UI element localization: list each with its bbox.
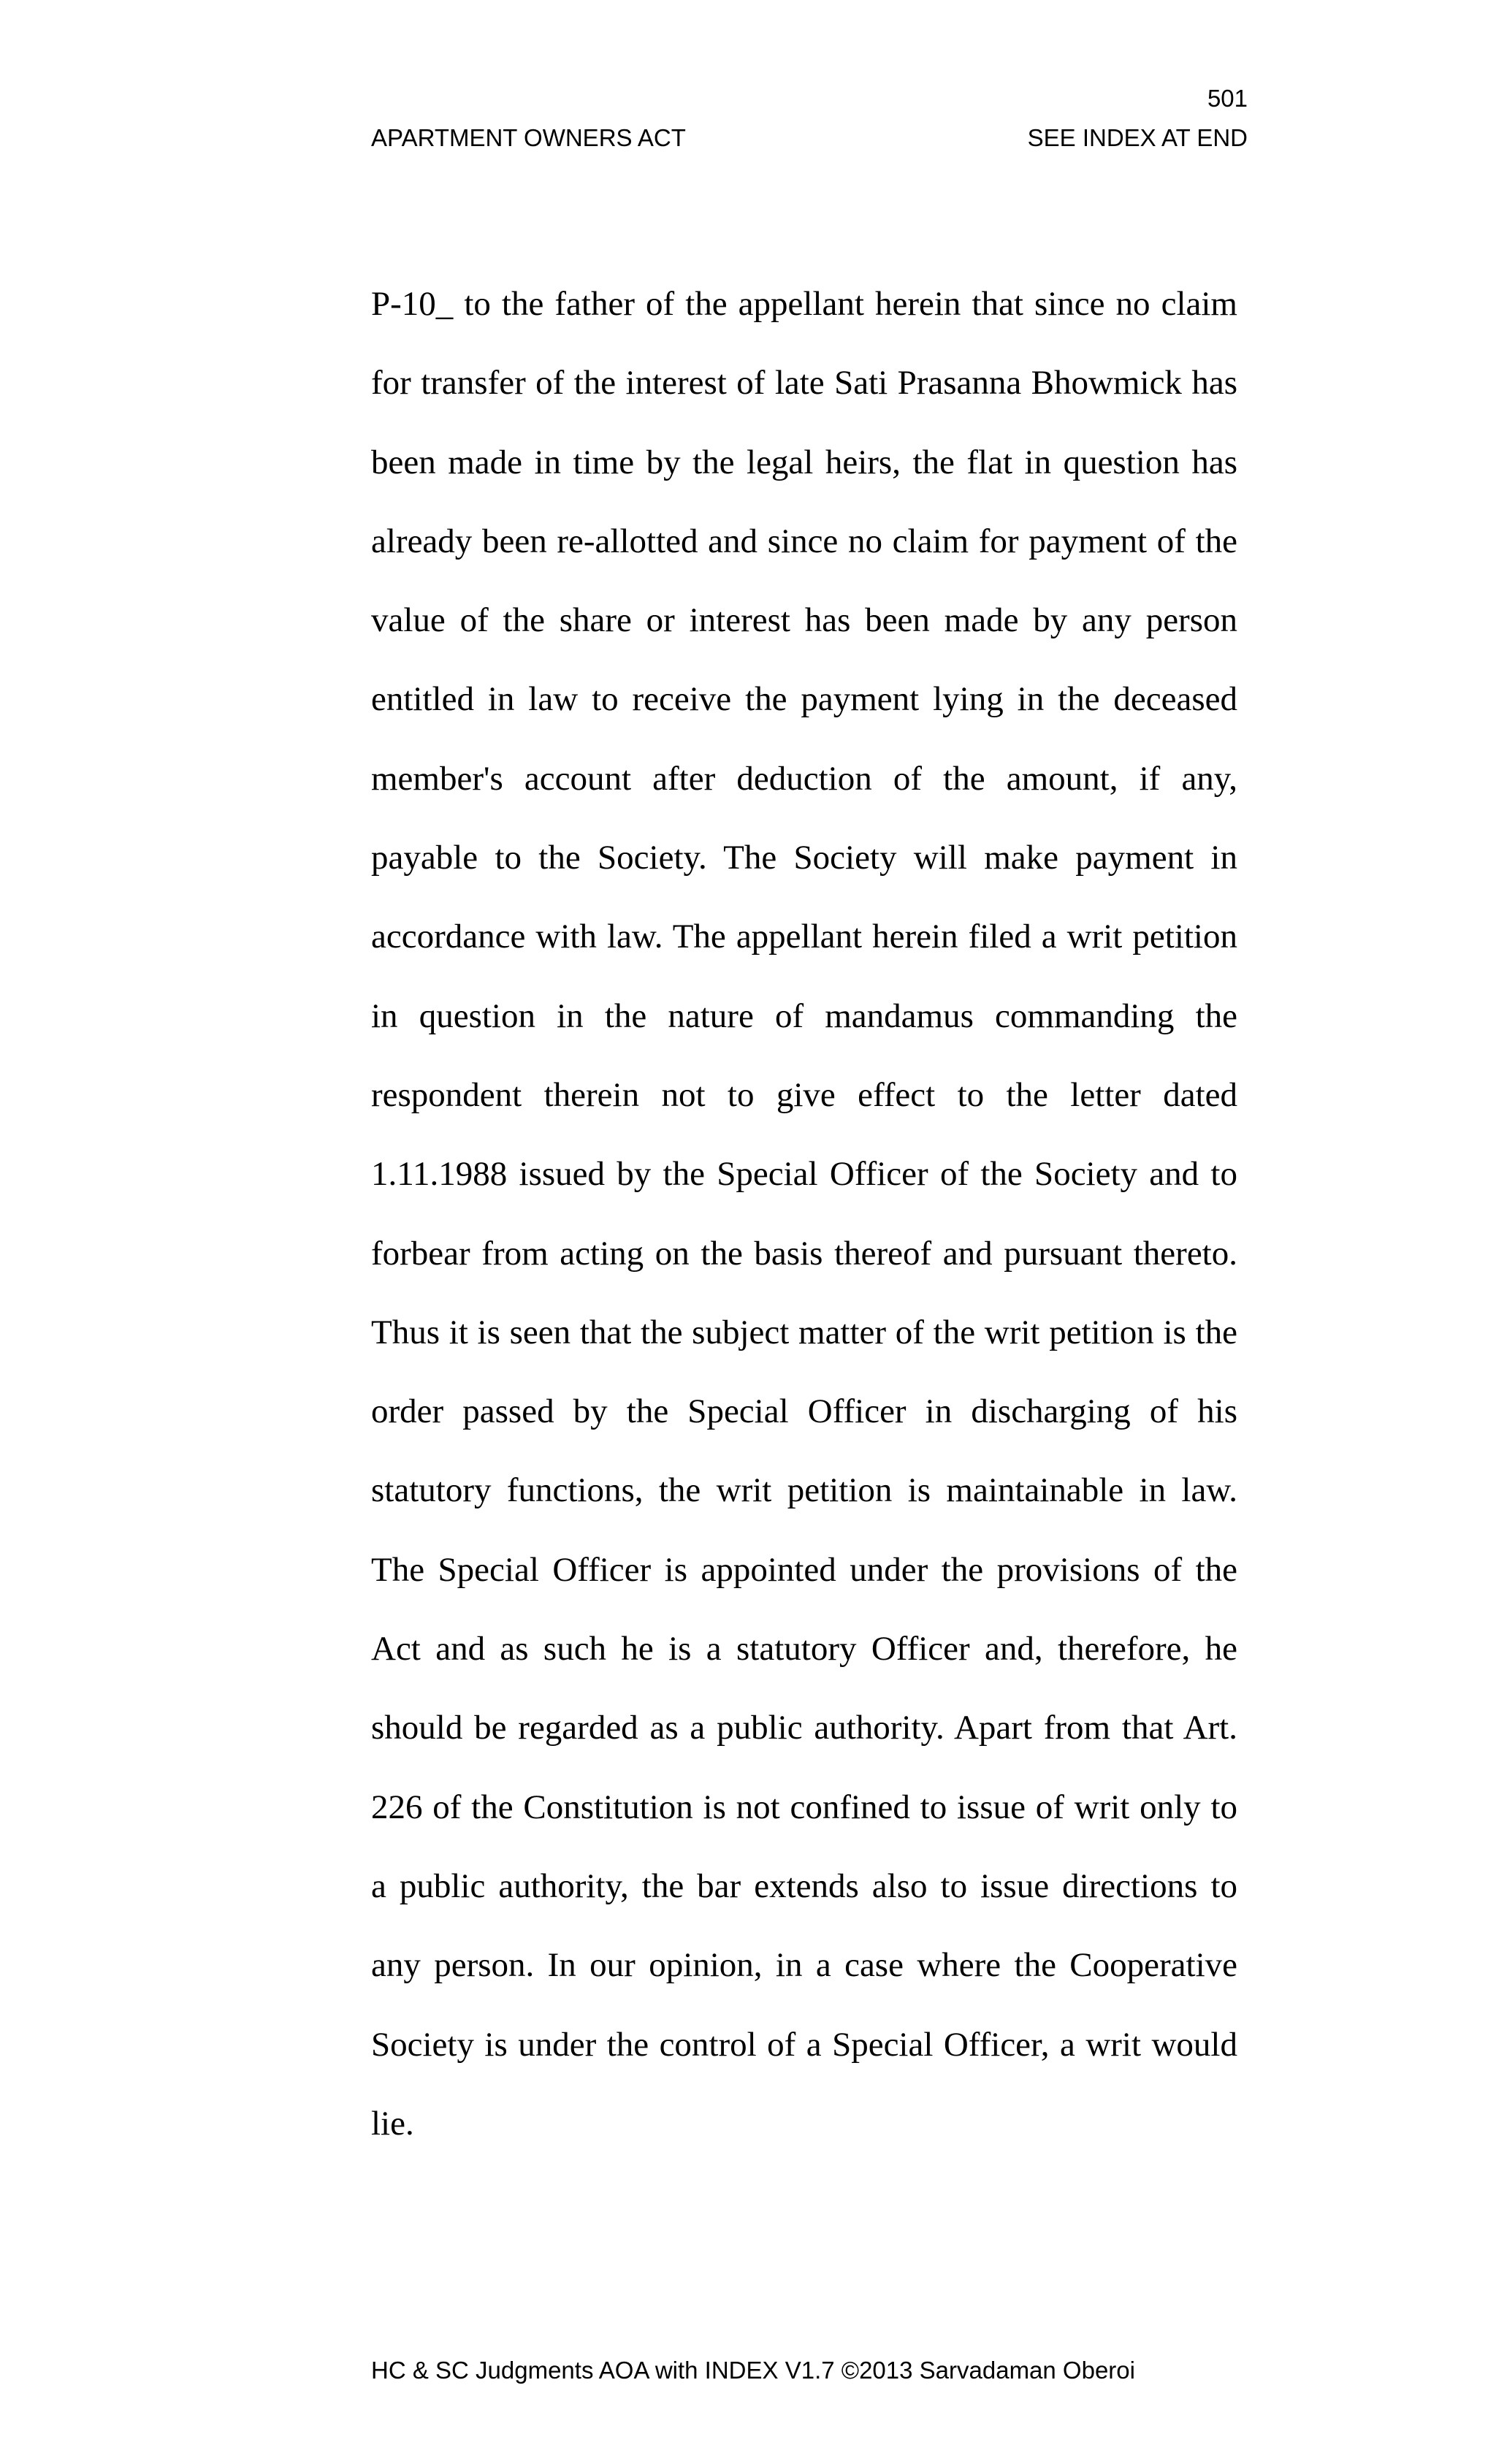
page-footer: HC & SC Judgments AOA with INDEX V1.7 ©2013 Sarvadaman Oberoi	[371, 2357, 1135, 2384]
running-header-index-note: SEE INDEX AT END	[1027, 124, 1248, 151]
running-header-title: APARTMENT OWNERS ACT	[371, 124, 686, 151]
page-number: 501	[1207, 85, 1248, 112]
body-paragraph: P-10_ to the father of the appellant herein that since no claim for transfer of the interest of late Sati Prasanna Bhowmick has been made in time by the legal heirs, the flat in question has already been re-allotted and since no claim for payment of the value of the share or interest has been made by any person entitled in law to receive the payment lying in the deceased member's account after deduction of the amount, if any, payable to the Society. The Society will make payment in accordance with law. The appellant herein filed a writ petition in question in the nature of mandamus commanding the respondent therein not to give effect to the letter dated 1.11.1988 issued by the Special Officer of the Society and to forbear from acting on the basis thereof and pursuant thereto. Thus it is seen that the subject matter of the writ petition is the order passed by the Special Officer in discharging of his statutory functions, the writ petition is maintainable in law. The Special Officer is appointed under the provisions of the Act and as such he is a statutory Officer and, therefore, he should be regarded as a public authority. Apart from that Art. 226 of the Constitution is not confined to issue of writ only to a public authority, the bar extends also to issue directions to any person. In our opinion, in a case where the Cooperative Society is under the control of a Special Officer, a writ would lie.	[371, 285, 1237, 2143]
